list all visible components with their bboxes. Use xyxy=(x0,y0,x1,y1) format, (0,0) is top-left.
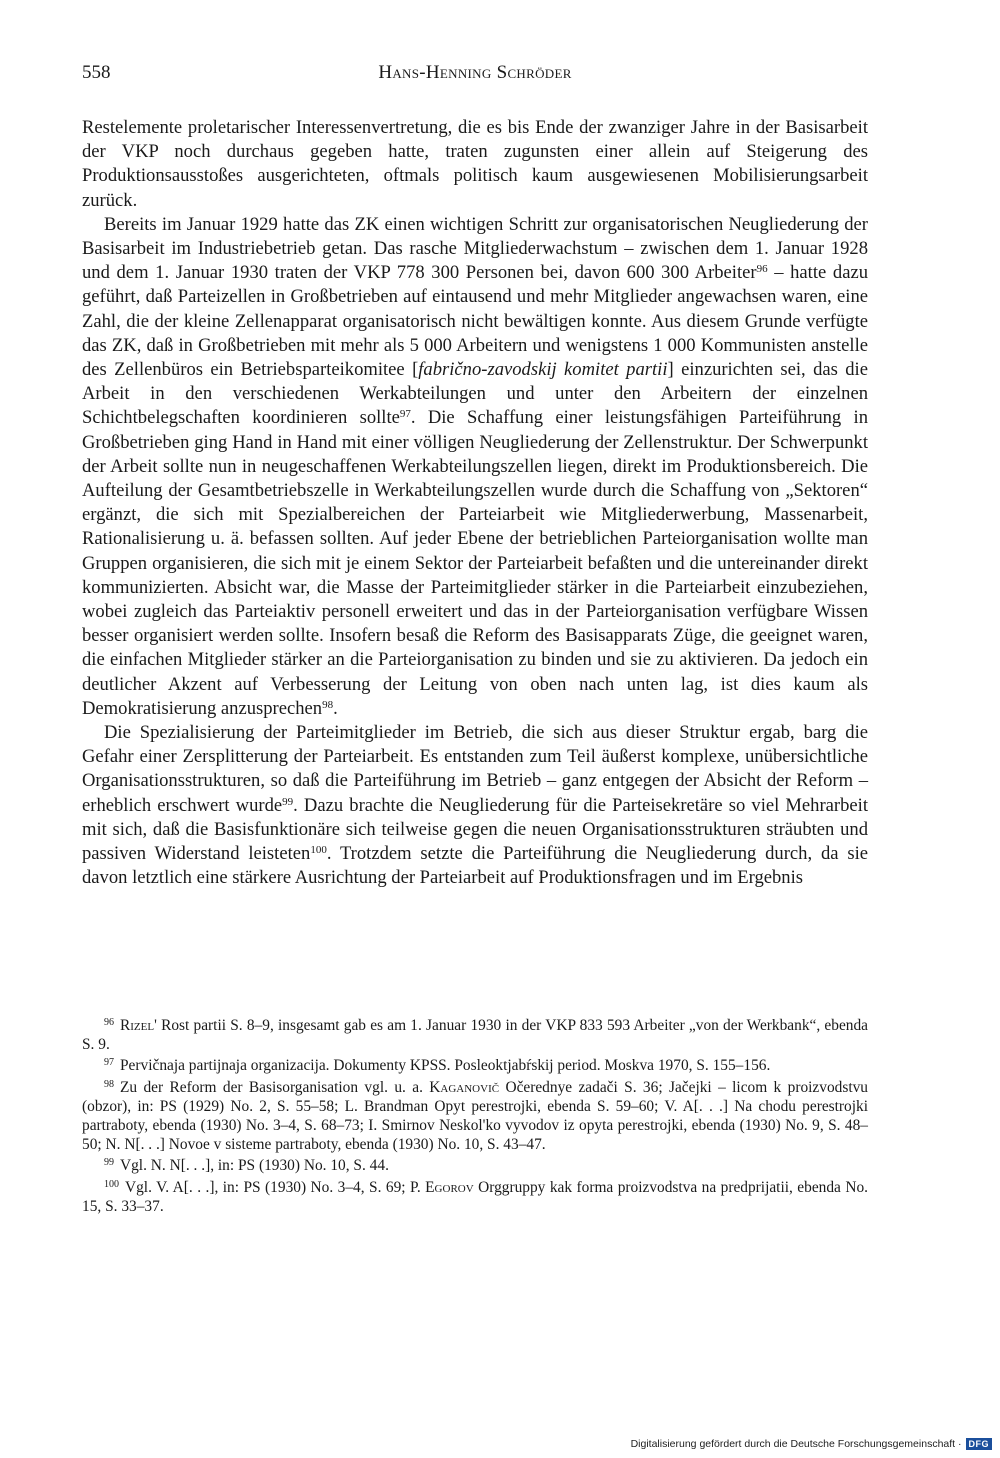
footnote-99: $^{99}$ Vgl. N. N[. . .], in: PS (1930) No. 10, S. 44. xyxy=(104,1157,389,1175)
footnote-98: $^{98}$ Zu der Reform der Basisorganisation vgl. u. a. Kaganovič Očerednye zadači S. 36; Jačejki – licom k proizvodstvu (obzor), in: PS (1929) No. 2, S. 55–58; L. Brandman Opyt perestrojki, ebenda S. 59–60; V. A[. . .] Na chodu perestrojki partraboty, ebenda (1930) No. 3–4, S. 68–73; I. Smirnov Neskol'ko vyvodov iz opyta perestrojki, ebenda (1930) No. 9, S. 48–50; N. N[. . .] Novoe v sisteme partraboty, ebenda (1930) No. 10, S. 43–47. xyxy=(82,1078,868,1154)
footnote-ref-98[interactable]: 98 xyxy=(322,698,334,711)
paragraph-3: Die Spezialisierung der Parteimitglieder im Betrieb, die sich aus dieser Struktur ergab, barg die Gefahr einer Zersplitterung der Parteiarbeit. Es entstanden zum Teil äußerst komplexe, unübersichtliche Organisationsstrukturen, so daß die Parteiführung im Betrieb – ganz entgegen der Absicht der Reform – erheblich erschwert wurde$^{99}$. Dazu brachte die Neugliederung für die Parteisekretäre so viel Mehrarbeit mit sich, daß die Basisfunktionäre sich teilweise gegen die neuen Organisationsstrukturen sträubten und passiven Widerstand leisteten$^{100}$. Trotzdem setzte die Parteiführung die Neugliederung durch, da sie davon letztlich eine stärkere Ausrichtung der Parteiarbeit auf Produktionsfragen und im Ergebnis xyxy=(82,722,868,889)
paragraph-1: Restelemente proletarischer Interessenvertretung, die es bis Ende der zwanziger Jahre in der Basisarbeit der VKP noch durchaus gegeben hatte, traten zugunsten einer allein auf Steigerung des Produktionsausstoßes ausgerichteten, oftmals politisch kaum ausgewiesenen Mobilisierungsarbeit zurück. xyxy=(82,117,868,211)
footnote-ref-96[interactable]: 96 xyxy=(756,263,768,276)
footnote-100: $^{100}$ Vgl. V. A[. . .], in: PS (1930) No. 3–4, S. 69; P. Egorov Orggruppy kak forma proizvodstva na predprijatii, ebenda No. 15, S. 33–37. xyxy=(82,1178,868,1215)
paragraph-2: Bereits im Januar 1929 hatte das ZK einen wichtigen Schritt zur organisatorischen Neugliederung der Basisarbeit im Industriebetrieb getan. Das rasche Mitgliederwachstum – zwischen dem 1. Januar 1928 und dem 1. Januar 1930 traten der VKP 778 300 Personen bei, davon 600 300 Arbeiter$^{96}$ – hatte dazu geführt, daß Parteizellen in Großbetrieben auf eintausend und mehr Mitglieder angewachsen waren, eine Zahl, die der kleine Zellenapparat organisatorisch nicht bewältigen konnte. Aus diesem Grunde verfügte das ZK, daß in Großbetrieben mit mehr als 5 000 Arbeitern und wenigstens 1 000 Kommunisten anstelle des Zellenbüros ein Betriebsparteikomitee [fabrično-zavodskij komitet partii] einzurichten sei, das die Arbeit in den verschiedenen Werkabteilungen und unter den Arbeitern der einzelnen Schichtbelegschaften koordinieren sollte$^{97}$. Die Schaffung einer leistungsfähigen Parteiführung in Großbetrieben ging Hand in Hand mit einer völligen Neugliederung der Zellenstruktur. Der Schwerpunkt der Arbeit sollte nun in neugeschaffenen Werkabteilungszellen liegen, direkt im Produktionsbereich. Die Aufteilung der Gesamtbetriebszelle in Werkabteilungszellen wurde durch die Schaffung von „Sektoren“ ergänzt, die sich mit Spezialbereichen der Parteiarbeit wie Mitgliederwerbung, Massenarbeit, Rationalisierung u. ä. befassen sollten. Auf jeder Ebene der betrieblichen Parteiorganisation wollte man Gruppen organisieren, die sich mit je einem Sektor der Parteiarbeit befaßten und die untereinander direkt kommunizierten. Absicht war, die Masse der Parteimitglieder stärker in die Parteiarbeit einzubeziehen, wobei zugleich das Parteiaktiv personell erweitert und das in der Parteiorganisation verfügbare Wissen besser organisiert werden sollte. Insofern besaß die Reform des Basisapparats Züge, die geeignet waren, die einfachen Mitglieder stärker an die Parteiorganisation zu binden und sie zu aktivieren. Da jedoch ein deutlicher Akzent auf Verbesserung der Leitung von oben nach unten lag, ist dies kaum als Demokratisierung anzusprechen$^{98}$. xyxy=(82,213,868,719)
dfg-logo[interactable]: DFG xyxy=(966,1438,993,1450)
footnotes xyxy=(82,1016,868,1218)
footnote-97: $^{97}$ Pervičnaja partijnaja organizacija. Dokumenty KPSS. Posleoktjabŕskij period. Moskva 1970, S. 155–156. xyxy=(104,1057,771,1075)
footnote-ref-100[interactable]: 100 xyxy=(310,844,327,857)
footnote-ref-97[interactable]: 97 xyxy=(399,408,411,421)
digitization-footer xyxy=(631,1438,992,1450)
running-head: Hans-Henning Schröder xyxy=(378,62,572,83)
russian-term: fabrično-zavodskij komitet partii xyxy=(418,359,668,381)
footnote-ref-99[interactable]: 99 xyxy=(282,795,294,808)
page-header xyxy=(82,62,868,86)
body-text xyxy=(82,116,868,891)
page-number: 558 xyxy=(82,62,111,83)
footer-text: Digitalisierung gefördert durch die Deutsche Forschungsgemeinschaft · xyxy=(630,1438,962,1450)
footnote-96: $^{96}$ Rizel' Rost partii S. 8–9, insgesamt gab es am 1. Januar 1930 in der VKP 833 593 Arbeiter „von der Werkbank“, ebenda S. 9. xyxy=(82,1017,868,1054)
